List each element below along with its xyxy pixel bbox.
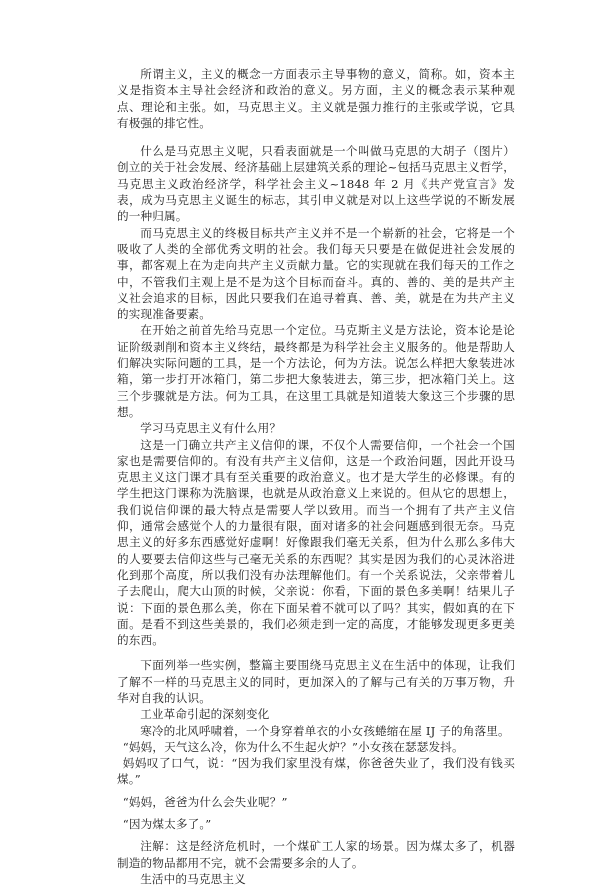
section-heading-use: 学习马克思主义有什么用？ <box>140 421 282 436</box>
paragraph-annotation: 注解：这是经济危机时，一个煤矿工人家的场景。因为煤太多了，机器制造的物品都用不完，就不会需要多余的人了。 <box>117 839 515 870</box>
paragraph-definition-of-ism: 所谓主义，主义的概念一方面表示主导事物的意义，简称。如，资本主义是指资本主导社会经济和政治的意义。另方面，主义的概念表示某种观点、理论和主张。如，马克思主义。主义就是强力推行的主张或学说，它具有极强的排它性。 <box>117 67 515 130</box>
document-body <box>117 66 515 887</box>
paragraph-what-is-marxism: 什么是马克思主义呢，只看表面就是一个叫做马克思的大胡子（图片）创立的关于社会发展、经济基础上层建筑关系的理论~包括马克思主义哲学，马克思主义政治经济学，科学社会主义~1848 年 2 月《共产党宣言》发表，成为马克思主义诞生的标志，其引申义就是对以上这些学说的不断发展的一种归属。 <box>117 144 515 224</box>
story-dialogue-line: “妈妈，天气这么冷，你为什么不生起火炉？”小女孩在瑟瑟发抖。 <box>122 739 464 754</box>
story-dialogue-line: “因为煤太多了。” <box>122 817 212 832</box>
section-heading-marxism-in-life: 生活中的马克思主义 <box>140 871 246 886</box>
story-dialogue-line: 妈妈叹了口气，说：“因为我们家里没有煤，你爸爸失业了，我们没有钱买煤。” <box>117 756 515 787</box>
story-paragraph-cold-wind: 寒冷的北风呼啸着，一个身穿着单衣的小女孩蜷缩在屋 IJ 子的角落里。 <box>140 723 510 738</box>
paragraph-positioning: 在开始之前首先给马克思一个定位。马克斯主义是方法论，资本论是论证阶级剥削和资本主义终结，最终都是为科学社会主义服务的。他是帮助人们解决实际问题的工具，是一个方法论，何为方法。说怎么样把大象装进冰箱，第一步打开冰箱门，第二步把大象装进去，第三步，把冰箱门关上。这三个步骤就是方法。何为工具，在这里工具就是知道装大象这三个步骤的思想。 <box>117 323 515 419</box>
story-dialogue-line: “妈妈，爸爸为什么会失业呢？” <box>122 794 288 809</box>
paragraph-belief-course: 这是一门确立共产主义信仰的课，不仅个人需要信仰，一个社会一个国家也是需要信仰的。有没有共产主义信仰，这是一个政治问题，因此开设马克思主义这门课才具有至关重要的政治意义。也才是大学生的必修课。有的学生把这门课称为洗脑课，也就是从政治意义上来说的。但从它的思想上，我们说信仰课的最大特点是需要人学以致用。而当一个拥有了共产主义信仰，通常会感觉个人的力量很有限，面对诸多的社会问题感到很无奈。马克思主义的好多东西感觉好虚啊！好像跟我们毫无关系，但为什么那么多伟大的人要要去信仰这些与己毫无关系的东西呢？其实是因为我们的心灵沐浴进化到那个高度，所以我们没有办法理解他们。有一个关系说法，父亲带着儿子去爬山，爬大山顶的时候，父亲说：你看，下面的景色多美啊！结果儿子说：下面的景色那么美，你在下面呆着不就可以了吗？其实，假如真的在下面。是看不到这些美景的，我们必须走到一定的高度，才能够发现更多更美的东西。 <box>117 437 515 648</box>
section-heading-industrial-revolution: 工业革命引起的深刻变化 <box>140 707 270 722</box>
paragraph-examples-intro: 下面列举一些实例，整篇主要围绕马克思主义在生活中的体现，让我们了解不一样的马克思主义的同时，更加深入的了解与己有关的万事万物，升华对自我的认识。 <box>117 658 515 705</box>
paragraph-ultimate-goal: 而马克思主义的终极目标共产主义并不是一个崭新的社会，它将是一个吸收了人类的全部优秀文明的社会。我们每天只要是在做促进社会发展的事，都客观上在为走向共产主义贡献力量。它的实现就在我们每天的工作之中，不管我们主观上是不是为这个目标而奋斗。真的、善的、美的是共产主义社会追求的目标，因此只要我们在追寻着真、善、美，就是在为共产主义的实现准备要素。 <box>117 225 515 322</box>
